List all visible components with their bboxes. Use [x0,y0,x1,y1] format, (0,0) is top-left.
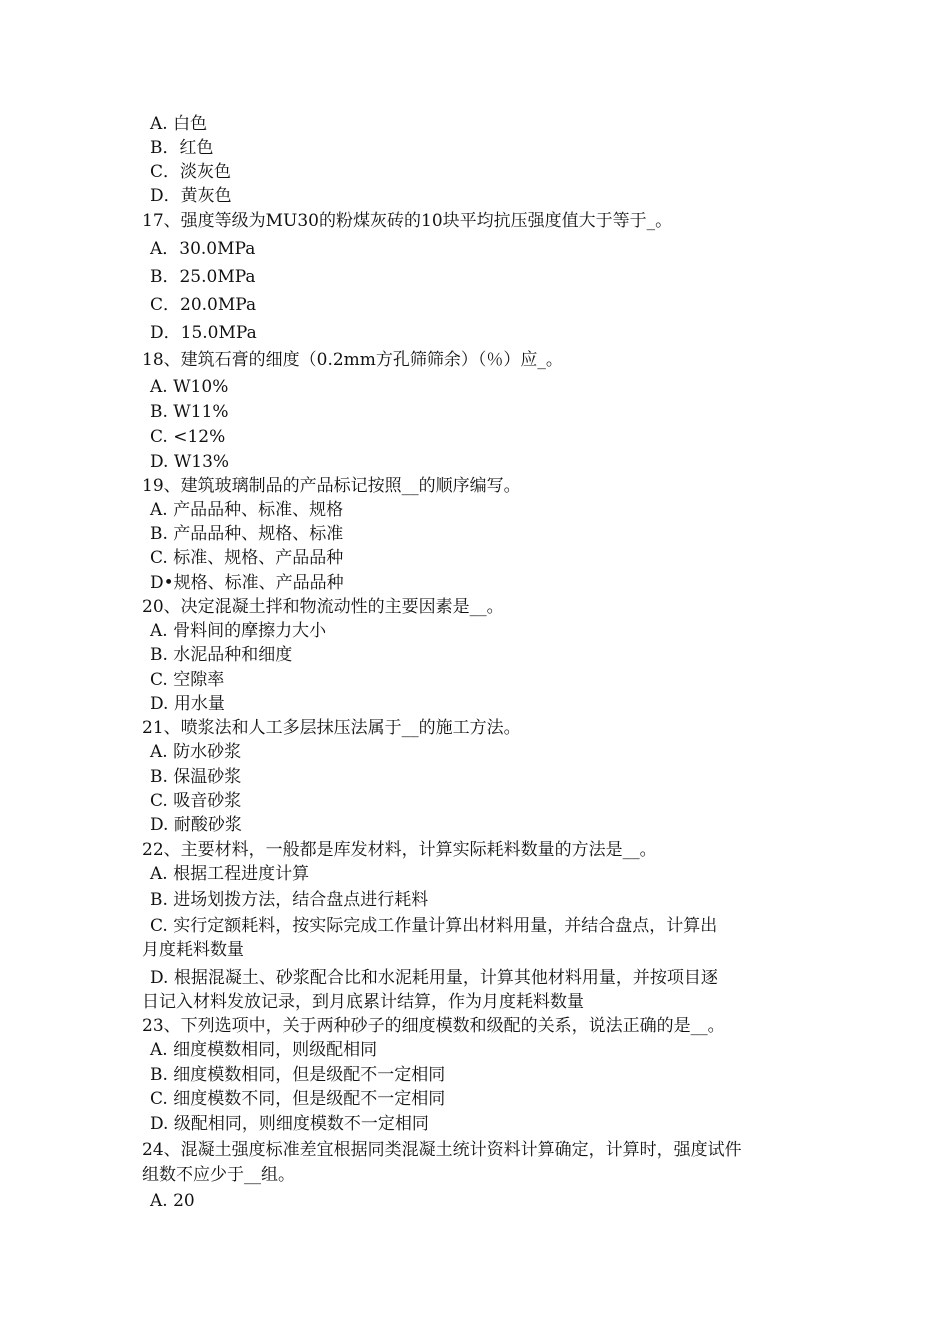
q17-option-d: D．15.0MPa [150,323,257,343]
q17-question: 17、强度等级为MU30的粉煤灰砖的10块平均抗压强度值大于等于_。 [142,211,673,231]
q16-option-b: B．红色 [150,138,214,158]
q19-question: 19、建筑玻璃制品的产品标记按照__的顺序编写。 [142,476,521,496]
q21-option-a: A. 防水砂浆 [150,742,242,762]
q18-option-b: B. W11% [150,402,229,422]
q24-question-line1: 24、混凝土强度标准差宜根据同类混凝土统计资料计算确定，计算时，强度试件 [142,1140,742,1160]
q22-option-a: A. 根据工程进度计算 [150,864,310,884]
q17-option-a: A．30.0MPa [150,239,256,259]
q24-question-line2: 组数不应少于__组。 [142,1165,295,1185]
q22-option-d-line2: 日记入材料发放记录，到月底累计结算，作为月度耗料数量 [142,992,584,1012]
q18-option-a: A. W10% [150,377,229,397]
q16-option-a: A. 白色 [150,114,208,134]
q23-option-a: A. 细度模数相同，则级配相同 [150,1040,378,1060]
q20-option-a: A. 骨料间的摩擦力大小 [150,621,327,641]
q22-question: 22、主要材料，一般都是库发材料，计算实际耗料数量的方法是__。 [142,840,657,860]
q16-option-c: C．淡灰色 [150,162,232,182]
q22-option-c-line1: C. 实行定额耗料，按实际完成工作量计算出材料用量，并结合盘点，计算出 [150,916,718,936]
q17-option-b: B．25.0MPa [150,267,256,287]
q20-question: 20、决定混凝土拌和物流动性的主要因素是__。 [142,597,504,617]
q23-option-b: B. 细度模数相同，但是级配不一定相同 [150,1065,446,1085]
q19-option-a: A. 产品品种、标准、规格 [150,500,344,520]
q21-option-b: B. 保温砂浆 [150,767,242,787]
q19-option-c: C. 标准、规格、产品品种 [150,548,344,568]
q23-option-d: D. 级配相同，则细度模数不一定相同 [150,1114,429,1134]
q20-option-b: B. 水泥品种和细度 [150,645,293,665]
q17-option-c: C．20.0MPa [150,295,257,315]
q24-option-a: A. 20 [150,1191,195,1211]
q23-option-c: C. 细度模数不同，但是级配不一定相同 [150,1089,446,1109]
q20-option-d: D. 用水量 [150,694,225,714]
q18-option-c: C. <12% [150,427,226,447]
q21-option-d: D. 耐酸砂浆 [150,815,242,835]
q18-option-d: D. W13% [150,452,230,472]
q22-option-d-line1: D. 根据混凝土、砂浆配合比和水泥耗用量，计算其他材料用量，并按项目逐 [150,968,718,988]
q21-option-c: C. 吸音砂浆 [150,791,242,811]
q16-option-d: D．黄灰色 [150,186,232,206]
q19-option-d: D•规格、标准、产品品种 [150,573,344,593]
q23-question: 23、下列选项中，关于两种砂子的细度模数和级配的关系，说法正确的是__。 [142,1016,725,1036]
q20-option-c: C. 空隙率 [150,670,225,690]
q18-question: 18、建筑石膏的细度（0.2mm方孔筛筛余）（％）应_。 [142,350,563,370]
q22-option-b: B. 进场划拨方法，结合盘点进行耗料 [150,890,429,910]
q22-option-c-line2: 月度耗料数量 [142,940,244,960]
q21-question: 21、喷浆法和人工多层抹压法属于__的施工方法。 [142,718,521,738]
q19-option-b: B. 产品品种、规格、标准 [150,524,344,544]
